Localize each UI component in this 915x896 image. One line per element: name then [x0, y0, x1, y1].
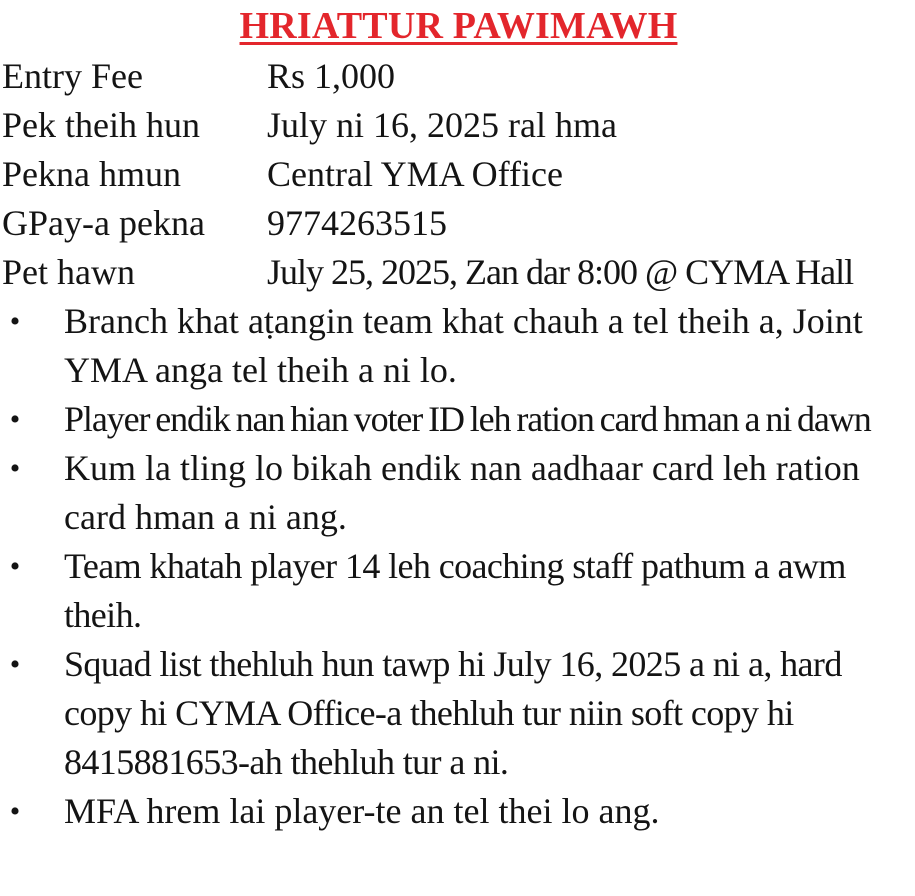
bullet-icon: • — [9, 795, 21, 828]
info-row-opening — [2, 248, 915, 297]
info-value: July 25, 2025, Zan dar 8:00 @ CYMA Hall — [267, 252, 854, 292]
list-item-text: MFA hrem lai player-te an tel thei lo ang. — [64, 791, 660, 831]
bullet-icon: • — [9, 305, 21, 338]
rules-list — [2, 297, 915, 836]
bullet-icon: • — [9, 648, 21, 681]
info-table — [2, 52, 915, 297]
bullet-icon: • — [9, 403, 21, 436]
list-item-text: Squad list thehluh hun tawp hi July 16, 2025 a ni a, hard copy hi CYMA Office-a thehluh tur niin soft copy hi 8415881653-ah thehluh tur a ni. — [64, 644, 842, 782]
info-value: Rs 1,000 — [267, 56, 396, 96]
info-value: Central YMA Office — [267, 154, 563, 194]
list-item — [2, 444, 915, 542]
list-item — [2, 640, 915, 787]
list-item — [2, 787, 915, 836]
list-item-text: Team khatah player 14 leh coaching staff pathum a awm theih. — [64, 546, 846, 635]
bullet-icon: • — [9, 550, 21, 583]
info-row-venue — [2, 150, 915, 199]
list-item-text: Kum la tling lo bikah endik nan aadhaar card leh ration card hman a ni ang. — [64, 448, 860, 537]
info-label: Pek theih hun — [2, 105, 200, 145]
list-item-text: Branch khat aṭangin team khat chauh a tel theih a, Joint YMA anga tel theih a ni lo. — [64, 301, 863, 390]
info-label: Pekna hmun — [2, 154, 181, 194]
info-row-gpay — [2, 199, 915, 248]
page-title: HRIATTUR PAWIMAWH — [239, 5, 678, 47]
info-label: GPay-a pekna — [2, 203, 205, 243]
list-item-text: Player endik nan hian voter ID leh ration card hman a ni dawn — [64, 399, 871, 439]
info-value: 9774263515 — [267, 203, 447, 243]
info-label: Entry Fee — [2, 56, 143, 96]
info-row-deadline — [2, 101, 915, 150]
info-value: July ni 16, 2025 ral hma — [267, 105, 617, 145]
info-row-entry-fee — [2, 52, 915, 101]
bullet-icon: • — [9, 452, 21, 485]
list-item — [2, 297, 915, 395]
list-item — [2, 395, 915, 444]
info-label: Pet hawn — [2, 252, 135, 292]
list-item — [2, 542, 915, 640]
